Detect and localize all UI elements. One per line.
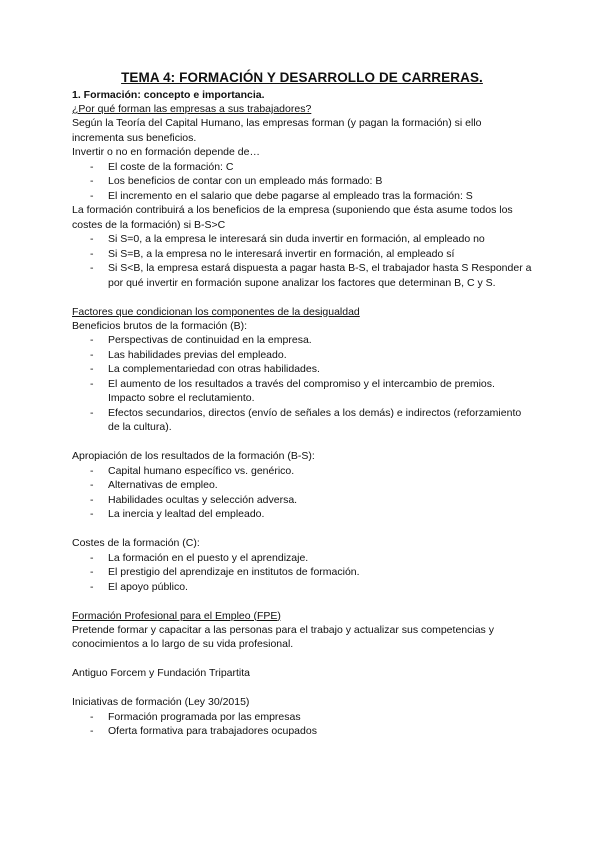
list-costs [72,551,532,595]
list-item: - La inercia y lealtad del empleado. [90,507,532,522]
list-item: - El incremento en el salario que debe pagarse al empleado tras la formación: S [90,189,532,204]
question-heading: ¿Por qué forman las empresas a sus trabajadores? [72,103,312,115]
list-scenarios [72,232,532,290]
list-item: - La complementariedad con otras habilidades. [90,362,532,377]
list-item: - Si S=0, a la empresa le interesará sin duda invertir en formación, al empleado no [90,232,532,247]
fpe-heading: Formación Profesional para el Empleo (FPE) [72,609,281,622]
appropriation-label: Apropiación de los resultados de la formación (B-S): [72,450,315,462]
list-item: - El prestigio del aprendizaje en institutos de formación. [90,565,532,580]
paragraph: Según la Teoría del Capital Humano, las empresas forman (y pagan la formación) si ello incrementa sus beneficios. [72,117,482,144]
paragraph: La formación contribuirá a los beneficios de la empresa (suponiendo que ésta asume todos los costes de la formación) si B-S>C [72,204,513,231]
list-appropriation [72,464,532,522]
list-item: - El coste de la formación: C [90,160,532,175]
list-item: - La formación en el puesto y el aprendizaje. [90,551,532,566]
list-item: - Alternativas de empleo. [90,478,532,493]
section-heading: 1. Formación: concepto e importancia. [72,89,265,101]
fpe-paragraph: Pretende formar y capacitar a las personas para el trabajo y actualizar sus competencias y conocimientos a lo largo de su vida profesional. [72,623,494,650]
list-item: - Perspectivas de continuidad en la empresa. [90,333,532,348]
list-item: - Efectos secundarios, directos (envío de señales a los demás) e indirectos (reforzamiento de la cultura). [90,406,532,435]
list-item: - Habilidades ocultas y selección adversa. [90,493,532,508]
list-item: - El apoyo público. [90,580,532,595]
list-item: - Capital humano específico vs. genérico. [90,464,532,479]
list-item: - Formación programada por las empresas [90,710,532,725]
paragraph: Invertir o no en formación depende de… [72,146,260,158]
list-item: - El aumento de los resultados a través del compromiso y el intercambio de premios. Impacto sobre el reclutamiento. [90,377,532,406]
list-benefits [72,333,532,435]
page-title: TEMA 4: FORMACIÓN Y DESARROLLO DE CARRERAS. [121,70,483,85]
benefits-label: Beneficios brutos de la formación (B): [72,319,248,332]
list-item: - Los beneficios de contar con un empleado más formado: B [90,174,532,189]
factors-heading: Factores que condicionan los componentes de la desigualdad [72,305,360,318]
list-item: - Oferta formativa para trabajadores ocupados [90,724,532,739]
document-page [72,70,532,739]
costs-label: Costes de la formación (C): [72,537,200,549]
list-item: - Las habilidades previas del empleado. [90,348,532,363]
forcem-text: Antiguo Forcem y Fundación Tripartita [72,667,250,679]
initiatives-label: Iniciativas de formación (Ley 30/2015) [72,696,250,708]
list-item: - Si S=B, a la empresa no le interesará invertir en formación, al empleado sí [90,247,532,262]
list-initiatives [72,710,532,739]
list-item: - Si S<B, la empresa estará dispuesta a pagar hasta B-S, el trabajador hasta S Responder a por qué invertir en formación supone analizar los factores que determinan B, C y S. [90,261,532,290]
list-cost-factors [72,160,532,204]
